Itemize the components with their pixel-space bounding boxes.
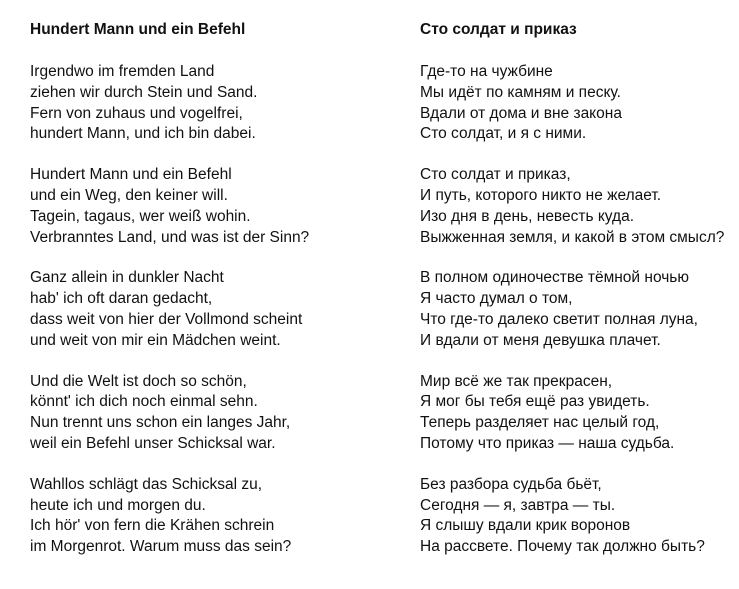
- german-line: Ich hör' von fern die Krähen schrein: [30, 517, 275, 535]
- german-line: Und die Welt ist doch so schön,: [30, 372, 247, 390]
- russian-line: Теперь разделяет нас целый год,: [420, 414, 660, 432]
- russian-stanza-4: [420, 372, 735, 455]
- russian-line: Сегодня — я, завтра — ты.: [420, 496, 616, 514]
- russian-line: И вдали от меня девушка плачет.: [420, 331, 661, 349]
- russian-line: На рассвете. Почему так должно быть?: [420, 538, 705, 556]
- russian-line: И путь, которого никто не желает.: [420, 186, 662, 204]
- german-title: Hundert Mann und ein Befehl: [30, 21, 246, 38]
- german-line: weil ein Befehl unser Schicksal war.: [30, 434, 276, 452]
- russian-line: Выжженная земля, и какой в этом смысл?: [420, 228, 725, 246]
- german-line: und weit von mir ein Mädchen weint.: [30, 331, 281, 349]
- russian-line: Сто солдат, и я с ними.: [420, 125, 587, 143]
- german-line: ziehen wir durch Stein und Sand.: [30, 83, 258, 101]
- russian-stanza-1: [420, 62, 735, 145]
- russian-line: В полном одиночестве тёмной ночью: [420, 269, 689, 287]
- german-line: Fern von zuhaus und vogelfrei,: [30, 104, 243, 122]
- russian-stanza-3: [420, 268, 735, 351]
- russian-column: [420, 20, 735, 578]
- german-line: im Morgenrot. Warum muss das sein?: [30, 538, 292, 556]
- german-line: Nun trennt uns schon ein langes Jahr,: [30, 414, 291, 432]
- german-stanza-2: [30, 165, 360, 248]
- russian-title: Сто солдат и приказ: [420, 21, 577, 38]
- german-stanza-4: [30, 372, 360, 455]
- german-line: hab' ich oft daran gedacht,: [30, 290, 213, 308]
- german-line: Hundert Mann und ein Befehl: [30, 166, 232, 184]
- german-stanza-3: [30, 268, 360, 351]
- german-stanza-5: [30, 475, 360, 558]
- german-line: Ganz allein in dunkler Nacht: [30, 269, 224, 287]
- russian-line: Сто солдат и приказ,: [420, 166, 571, 184]
- russian-line: Мир всё же так прекрасен,: [420, 372, 613, 390]
- german-line: heute ich und morgen du.: [30, 496, 206, 514]
- russian-line: Мы идёт по камням и песку.: [420, 83, 621, 101]
- russian-stanza-5: [420, 475, 735, 558]
- russian-line: Я мог бы тебя ещё раз увидеть.: [420, 393, 650, 411]
- russian-stanza-2: [420, 165, 735, 248]
- russian-line: Без разбора судьба бьёт,: [420, 475, 602, 493]
- german-line: Tagein, tagaus, wer weiß wohin.: [30, 207, 251, 225]
- russian-line: Что где-то далеко светит полная луна,: [420, 310, 698, 328]
- german-line: hundert Mann, und ich bin dabei.: [30, 125, 256, 143]
- german-line: dass weit von hier der Vollmond scheint: [30, 310, 303, 328]
- russian-line: Потому что приказ — наша судьба.: [420, 434, 675, 452]
- german-line: Verbranntes Land, und was ist der Sinn?: [30, 228, 310, 246]
- german-line: Wahllos schlägt das Schicksal zu,: [30, 475, 263, 493]
- russian-line: Изо дня в день, невесть куда.: [420, 207, 635, 225]
- german-line: könnt' ich dich noch einmal sehn.: [30, 393, 258, 411]
- russian-line: Я часто думал о том,: [420, 290, 573, 308]
- german-line: und ein Weg, den keiner will.: [30, 186, 228, 204]
- german-column: [30, 20, 360, 578]
- russian-line: Я слышу вдали крик воронов: [420, 517, 631, 535]
- russian-line: Вдали от дома и вне закона: [420, 104, 622, 122]
- russian-line: Где-то на чужбине: [420, 63, 553, 80]
- german-stanza-1: [30, 62, 360, 145]
- german-line: Irgendwo im fremden Land: [30, 63, 215, 80]
